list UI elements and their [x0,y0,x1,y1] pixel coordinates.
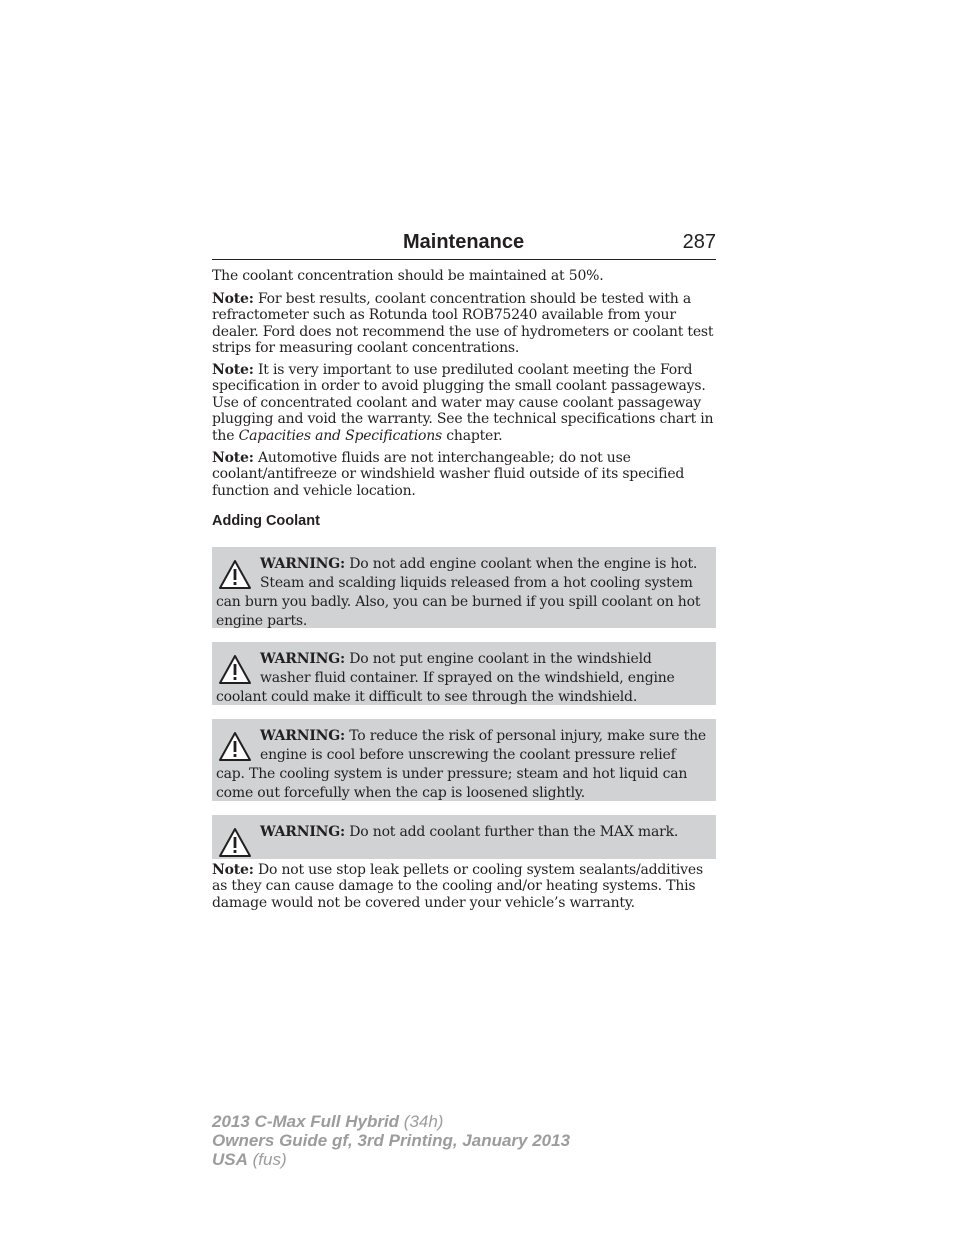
warning-text: To reduce the risk of personal injury, make sure the engine is cool before unscrewing the coolant pressure relief cap. The cooling system is under pressure; steam and hot liquid can come out forcefully when the cap is loosened slightly. [216,728,706,801]
warning-triangle-icon [218,559,252,591]
section-title: Maintenance [403,231,525,253]
note-label: Note: [212,862,254,878]
footer-line-printing: Owners Guide gf, 3rd Printing, January 2013 [212,1131,571,1150]
note-prediluted [212,362,716,444]
warning-box [212,815,716,859]
page-footer [212,1112,570,1169]
note-text: Automotive fluids are not interchangeable; do not use coolant/antifreeze or windshield washer fluid outside of its specified function and vehicle location. [212,450,685,499]
warning-text: Do not add engine coolant when the engine is hot. Steam and scalding liquids released from a hot cooling system can burn you badly. Also, you can be burned if you spill coolant on hot engine parts. [216,556,701,629]
warning-triangle-icon [218,827,252,859]
footer-line-market: USA (fus) [212,1150,287,1169]
note-refractometer [212,291,716,357]
warning-triangle-icon [218,731,252,763]
intro-paragraph [212,268,716,284]
note-label: Note: [212,450,254,466]
note-label: Note: [212,362,254,378]
page-number: 287 [682,231,716,253]
page-header [212,230,716,260]
concentration-text: The coolant concentration should be maintained at 50%. [212,268,604,284]
warning-box [212,719,716,801]
warning-box [212,547,716,628]
warning-label: WARNING: [260,824,345,840]
warning-label: WARNING: [260,651,345,667]
note-stop-leak [212,862,716,911]
warning-label: WARNING: [260,728,345,744]
warning-label: WARNING: [260,556,345,572]
note-text: For best results, coolant concentration should be tested with a refractometer such as Rotunda tool ROB75240 available from your dealer. Ford does not recommend the use of hydrometers or coolant test strips for measuring coolant concentrations. [212,291,714,357]
warning-triangle-icon [218,654,252,686]
note-fluids [212,450,716,499]
warning-text: Do not add coolant further than the MAX mark. [345,824,679,840]
note-label: Note: [212,291,254,307]
chapter-reference: Capacities and Specifications [238,427,442,444]
warning-box [212,642,716,705]
note-text-end: chapter. [442,427,503,444]
footer-line-model: 2013 C-Max Full Hybrid (34h) [212,1112,444,1131]
note-text: It is very important to use prediluted coolant meeting the Ford specification in order to avoid plugging the small coolant passageways. Use of concentrated coolant and water may cause coolant passageway plugging and void the warranty. See the technical specifications chart in the [212,362,714,444]
subheading-adding-coolant: Adding Coolant [212,513,320,529]
warning-text: Do not put engine coolant in the windshield washer fluid container. If sprayed on the windshield, engine coolant could make it difficult to see through the windshield. [216,651,675,705]
note-text: Do not use stop leak pellets or cooling system sealants/additives as they can cause damage to the cooling and/or heating systems. This damage would not be covered under your vehicle’s warranty. [212,862,703,911]
